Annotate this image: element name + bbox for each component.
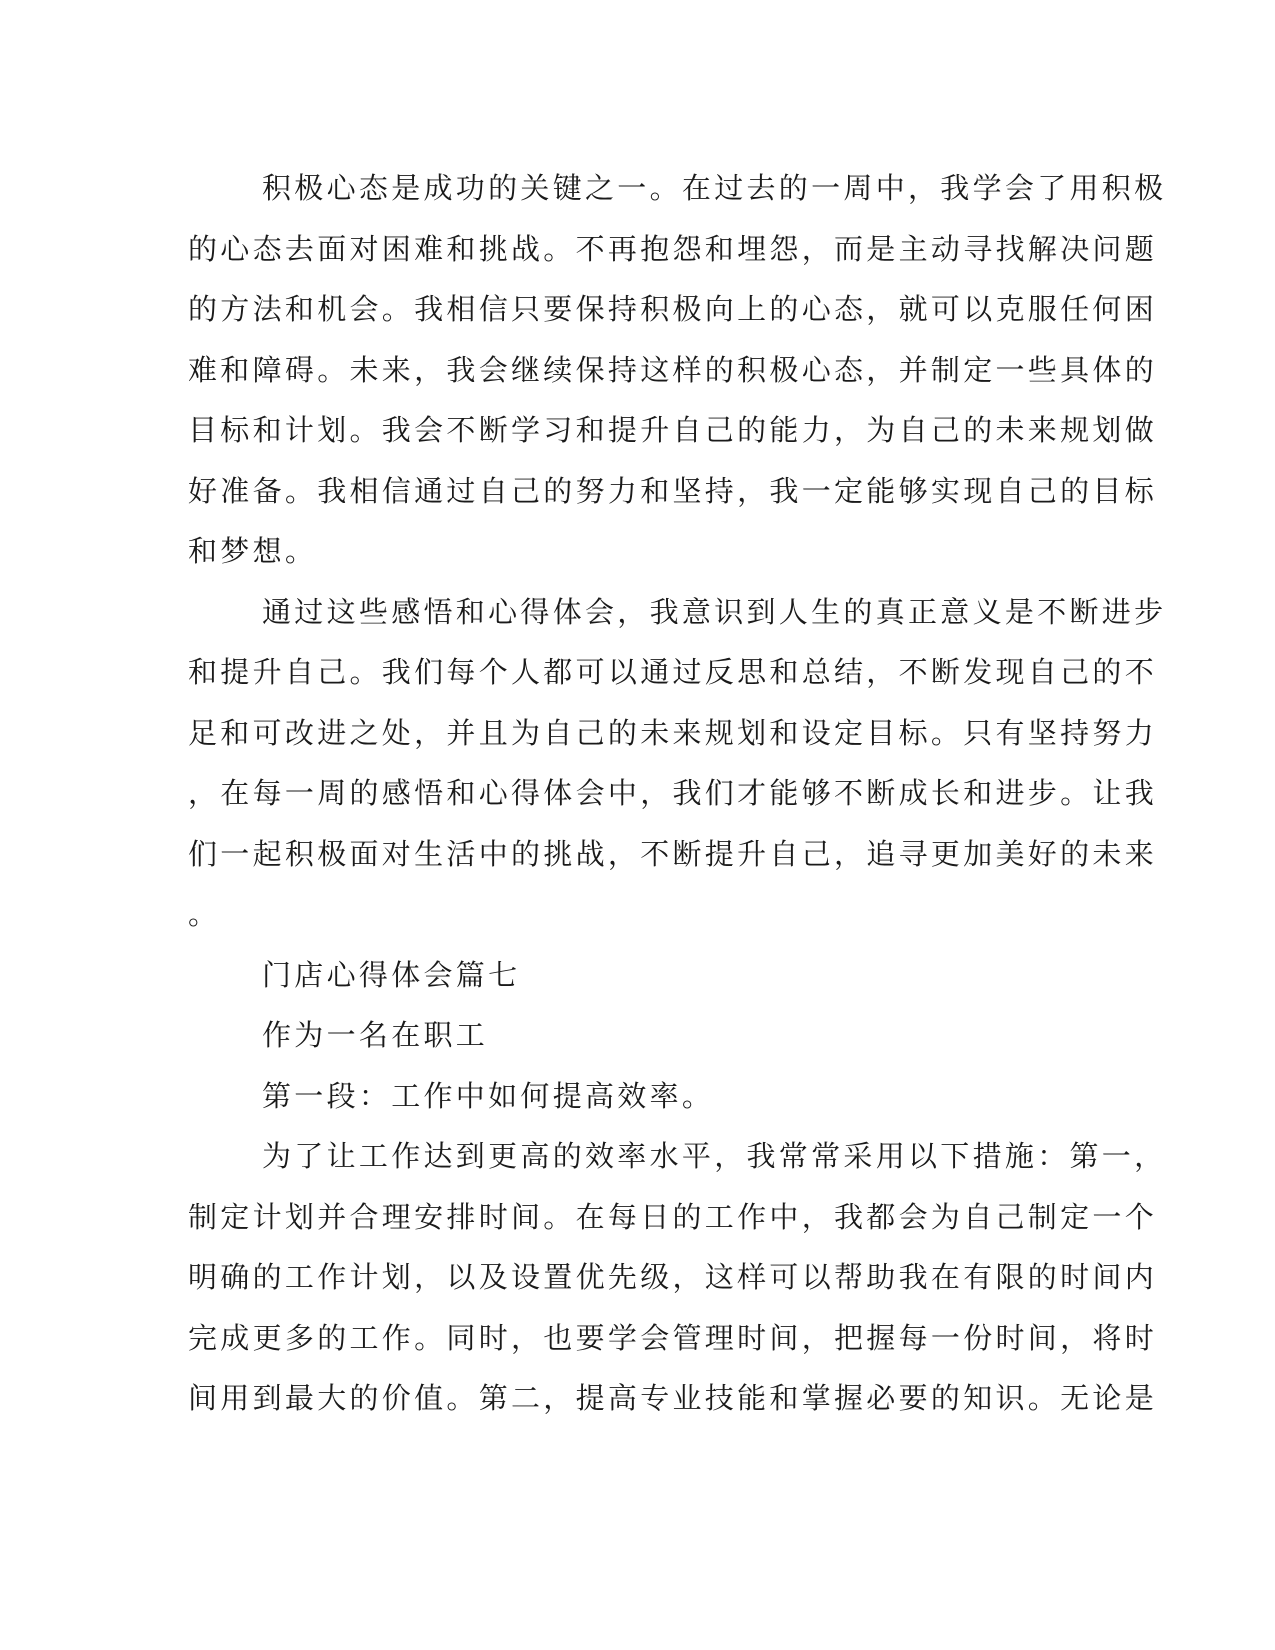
paragraph-1-line-1: 积极心态是成功的关键之一。在过去的一周中，我学会了用积极 (262, 171, 1167, 205)
paragraph-1-line-7: 和梦想。 (188, 534, 318, 568)
section-subtitle: 作为一名在职工 (262, 1018, 489, 1052)
paragraph-1-line-6: 好准备。我相信通过自己的努力和坚持，我一定能够实现自己的目标 (188, 474, 1158, 508)
paragraph-1-line-3: 的方法和机会。我相信只要保持积极向上的心态，就可以克服任何困 (188, 292, 1158, 326)
paragraph-3-line-2: 制定计划并合理安排时间。在每日的工作中，我都会为自己制定一个 (188, 1200, 1158, 1234)
paragraph-2-line-3: 足和可改进之处，并且为自己的未来规划和设定目标。只有坚持努力 (188, 716, 1158, 750)
paragraph-1-line-4: 难和障碍。未来，我会继续保持这样的积极心态，并制定一些具体的 (188, 353, 1158, 387)
section-heading: 第一段：工作中如何提高效率。 (262, 1079, 715, 1113)
paragraph-3-line-4: 完成更多的工作。同时，也要学会管理时间，把握每一份时间，将时 (188, 1321, 1158, 1355)
paragraph-3-line-1: 为了让工作达到更高的效率水平，我常常采用以下措施：第一， (262, 1139, 1167, 1173)
paragraph-2-line-6: 。 (188, 897, 221, 931)
paragraph-1-line-2: 的心态去面对困难和挑战。不再抱怨和埋怨，而是主动寻找解决问题 (188, 232, 1158, 266)
paragraph-2-line-4: ，在每一周的感悟和心得体会中，我们才能够不断成长和进步。让我 (188, 776, 1158, 810)
paragraph-3-line-5: 间用到最大的价值。第二，提高专业技能和掌握必要的知识。无论是 (188, 1381, 1158, 1415)
paragraph-2-line-2: 和提升自己。我们每个人都可以通过反思和总结，不断发现自己的不 (188, 655, 1158, 689)
section-title: 门店心得体会篇七 (262, 958, 521, 992)
paragraph-1-line-5: 目标和计划。我会不断学习和提升自己的能力，为自己的未来规划做 (188, 413, 1158, 447)
paragraph-2-line-5: 们一起积极面对生活中的挑战，不断提升自己，追寻更加美好的未来 (188, 837, 1158, 871)
paragraph-3-line-3: 明确的工作计划，以及设置优先级，这样可以帮助我在有限的时间内 (188, 1260, 1158, 1294)
paragraph-2-line-1: 通过这些感悟和心得体会，我意识到人生的真正意义是不断进步 (262, 595, 1167, 629)
